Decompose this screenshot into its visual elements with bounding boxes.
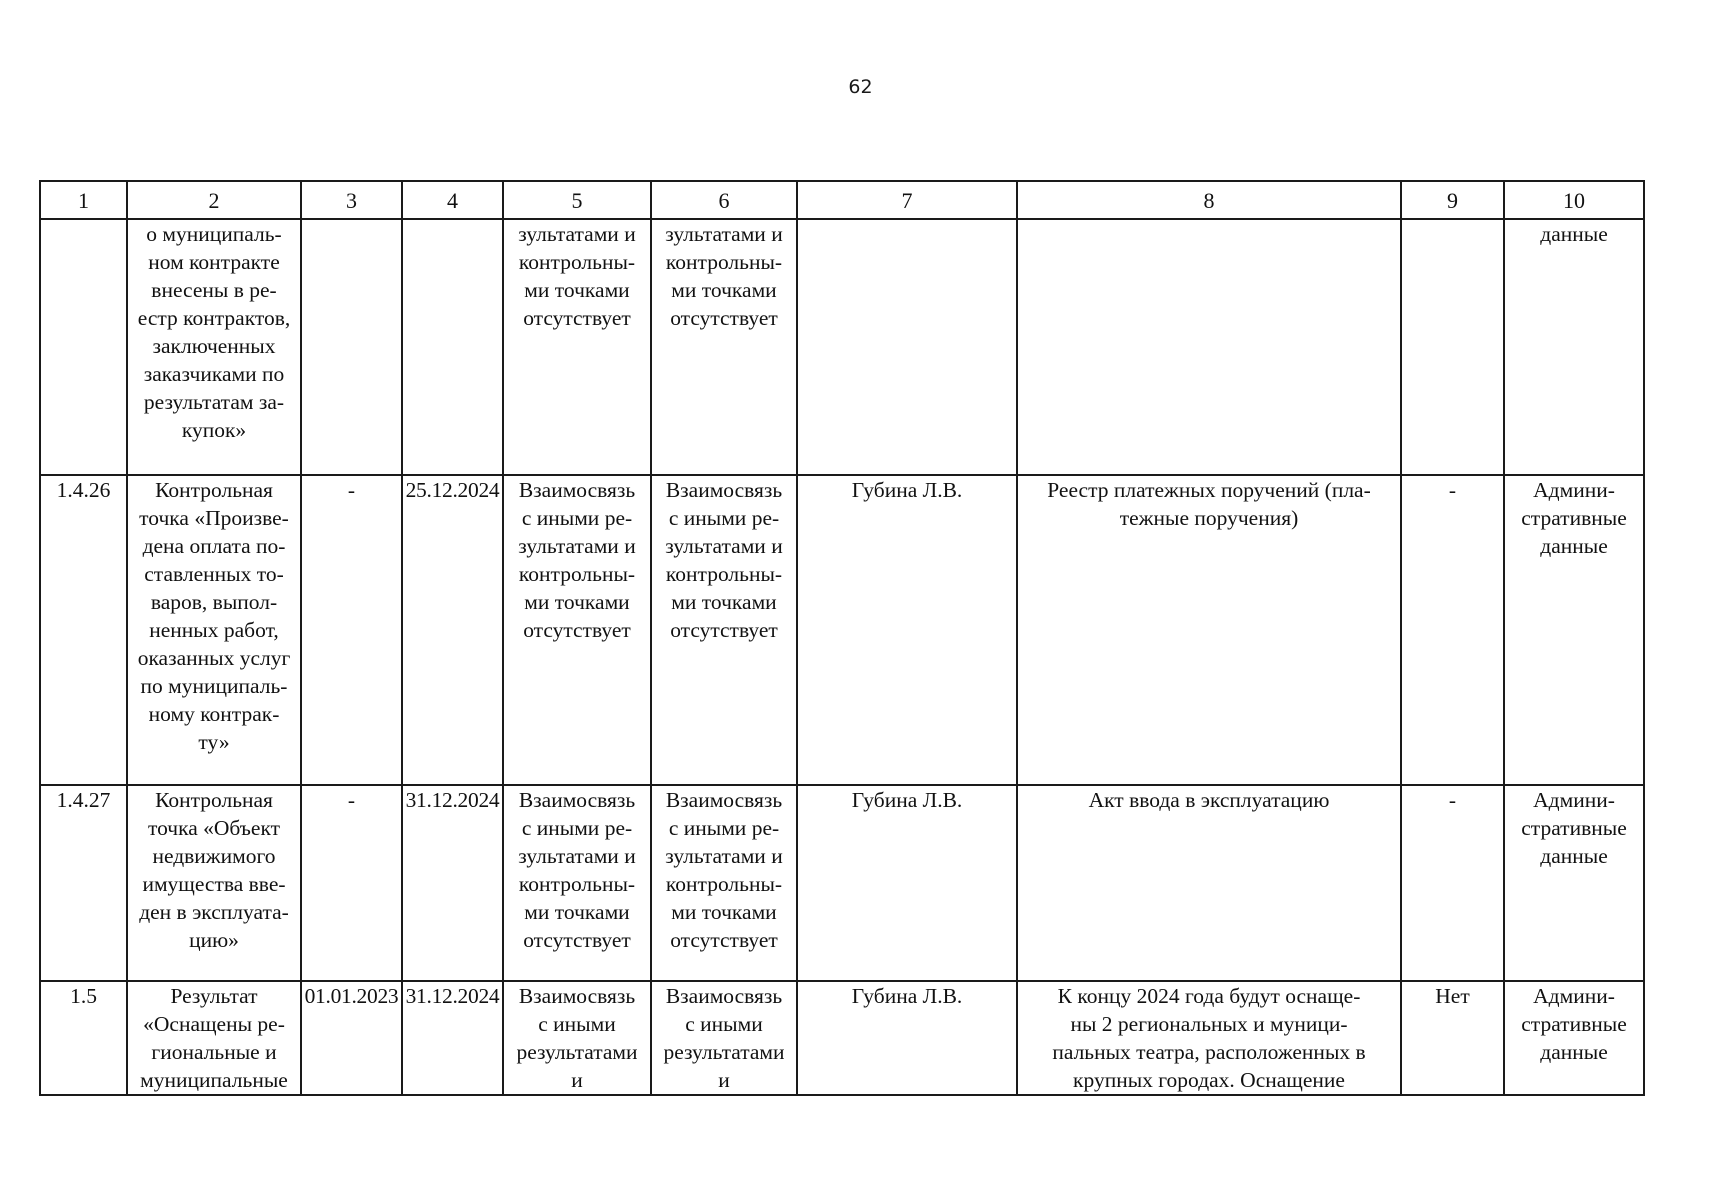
cell-source	[1504, 219, 1644, 475]
cell-text: Нет	[1435, 984, 1470, 1008]
cell-text: Админи- стративные данные	[1521, 788, 1627, 868]
cell-relation-b	[651, 785, 797, 981]
cell-relation-b	[651, 219, 797, 475]
table-row	[40, 981, 1644, 1095]
cell-description	[1017, 475, 1401, 785]
cell-text: 31.12.2024	[405, 788, 500, 812]
cell-text: Взаимосвязь с иными ре- зультатами и контрольны- ми точками отсутствует	[665, 788, 783, 952]
cell-source	[1504, 981, 1644, 1095]
cell-flag	[1401, 981, 1504, 1095]
cell-text: Взаимосвязь с иными результатами и	[663, 984, 785, 1092]
cell-text: Взаимосвязь с иными результатами и	[516, 984, 638, 1092]
cell-number	[40, 785, 127, 981]
cell-text: Результат «Оснащены ре- гиональные и муниципальные	[140, 984, 288, 1092]
cell-text: -	[1448, 478, 1457, 502]
cell-responsible	[797, 981, 1017, 1095]
header-row	[40, 181, 1644, 219]
cell-text: зультатами и контрольны- ми точками отсутствует	[518, 222, 636, 330]
cell-text: К концу 2024 года будут оснаще- ны 2 региональных и муници- пальных театра, расположенных в крупных городах. Оснащение	[1052, 984, 1366, 1092]
cell-name	[127, 785, 301, 981]
cell-number	[40, 981, 127, 1095]
cell-text: Контрольная точка «Объект недвижимого имущества вве- ден в эксплуата- цию»	[139, 788, 289, 952]
cell-text: 25.12.2024	[405, 478, 500, 502]
cell-text: Губина Л.В.	[851, 478, 963, 502]
cell-relation-a	[503, 981, 651, 1095]
column-header-10: 10	[1504, 181, 1644, 219]
cell-start-date	[301, 475, 402, 785]
column-header-7: 7	[797, 181, 1017, 219]
page-number: 62	[848, 76, 873, 98]
column-header-4: 4	[402, 181, 503, 219]
cell-name	[127, 219, 301, 475]
cell-end-date	[402, 219, 503, 475]
cell-flag	[1401, 785, 1504, 981]
cell-responsible	[797, 219, 1017, 475]
cell-text: 1.4.26	[56, 478, 111, 502]
cell-text: 01.01.2023	[304, 984, 399, 1008]
cell-name	[127, 475, 301, 785]
cell-end-date	[402, 981, 503, 1095]
cell-start-date	[301, 219, 402, 475]
cell-text: данные	[1540, 222, 1608, 246]
cell-text: Взаимосвязь с иными ре- зультатами и контрольны- ми точками отсутствует	[518, 478, 636, 642]
cell-flag	[1401, 219, 1504, 475]
cell-text: -	[1448, 788, 1457, 812]
column-header-1: 1	[40, 181, 127, 219]
cell-number	[40, 219, 127, 475]
cell-start-date	[301, 981, 402, 1095]
cell-text: зультатами и контрольны- ми точками отсутствует	[665, 222, 783, 330]
cell-text: Взаимосвязь с иными ре- зультатами и контрольны- ми точками отсутствует	[518, 788, 636, 952]
cell-responsible	[797, 785, 1017, 981]
document-table	[39, 180, 1645, 1096]
cell-end-date	[402, 475, 503, 785]
cell-text: о муниципаль- ном контракте внесены в ре- естр контрактов, заключенных заказчиками по результатам за- купок»	[137, 222, 291, 442]
cell-text: Реестр платежных поручений (пла- тежные поручения)	[1047, 478, 1371, 530]
cell-source	[1504, 785, 1644, 981]
cell-source	[1504, 475, 1644, 785]
column-header-8: 8	[1017, 181, 1401, 219]
column-header-5: 5	[503, 181, 651, 219]
cell-relation-b	[651, 981, 797, 1095]
cell-relation-b	[651, 475, 797, 785]
cell-responsible	[797, 475, 1017, 785]
column-header-3: 3	[301, 181, 402, 219]
column-header-9: 9	[1401, 181, 1504, 219]
table-row	[40, 475, 1644, 785]
table-row	[40, 219, 1644, 475]
cell-start-date	[301, 785, 402, 981]
cell-text: Админи- стративные данные	[1521, 478, 1627, 558]
cell-text: -	[347, 788, 356, 812]
cell-text: 1.4.27	[56, 788, 111, 812]
cell-text: Губина Л.В.	[851, 984, 963, 1008]
cell-text: -	[347, 478, 356, 502]
cell-text: Акт ввода в эксплуатацию	[1088, 788, 1330, 812]
cell-number	[40, 475, 127, 785]
cell-name	[127, 981, 301, 1095]
cell-description	[1017, 981, 1401, 1095]
cell-relation-a	[503, 219, 651, 475]
cell-relation-a	[503, 475, 651, 785]
column-header-2: 2	[127, 181, 301, 219]
cell-text: Контрольная точка «Произве- дена оплата по- ставленных то- варов, выпол- ненных работ, оказанных услуг по муниципаль- ному контрак- ту»	[137, 478, 291, 754]
cell-text: Губина Л.В.	[851, 788, 963, 812]
table-row	[40, 785, 1644, 981]
cell-relation-a	[503, 785, 651, 981]
cell-description	[1017, 219, 1401, 475]
cell-text: 31.12.2024	[405, 984, 500, 1008]
cell-description	[1017, 785, 1401, 981]
cell-flag	[1401, 475, 1504, 785]
cell-text: Админи- стративные данные	[1521, 984, 1627, 1064]
cell-end-date	[402, 785, 503, 981]
cell-text: 1.5	[70, 984, 97, 1008]
cell-text: Взаимосвязь с иными ре- зультатами и контрольны- ми точками отсутствует	[665, 478, 783, 642]
column-header-6: 6	[651, 181, 797, 219]
